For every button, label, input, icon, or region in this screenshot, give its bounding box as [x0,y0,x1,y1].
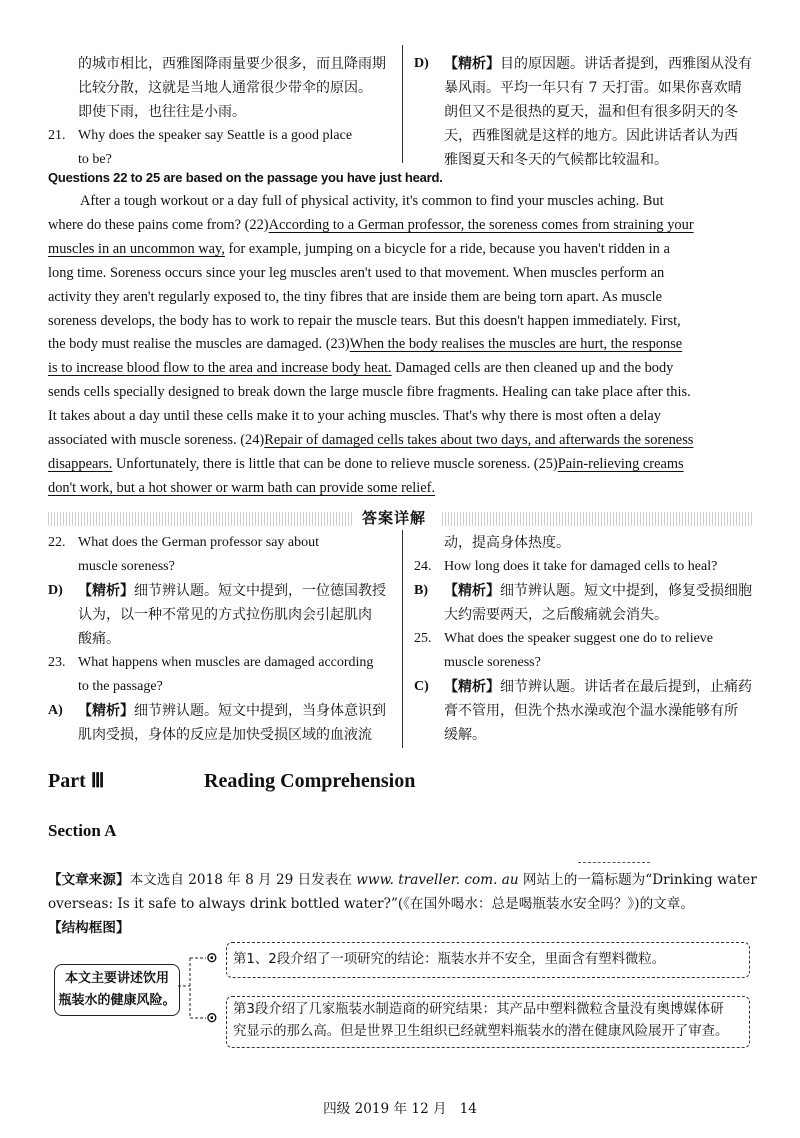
banner-pattern-right [442,512,754,526]
question-22-number: 22. [48,535,66,550]
text-line: 本文主要讲述饮用 [64,971,169,986]
passage-line: muscles in an uncommon way, for example, jumping on a bicycle for a ride, because you haven't ridden in a [48,240,670,257]
text-line: What does the speaker suggest one do to relieve [444,631,714,646]
text-line: What does the German professor say about [78,535,320,550]
text-line: 第3段介绍了几家瓶装水制造商的研究结果：其产品中塑料微粒含量没有奥博媒体研 [233,1002,724,1017]
passage-line: activity they aren't regularly exposed to, the tiny fibres that are inside them are being torn apart. As muscle [48,288,662,305]
answer-23-explanation-cont: 动，提高身体热度。 [444,535,570,551]
underlined-answer-24: Repair of damaged cells takes about two days, and afterwards the soreness [264,432,694,449]
page-footer: 四级 2019 年 12 月 14 [323,1101,477,1117]
text-line: 认为，以一种不常见的方式拉伤肌肉会引起肌肉 [78,607,372,623]
text-line: 【精析】细节辨认题。讲话者在最后提到，止痛药 [444,679,752,695]
text-line: 大约需要两天，之后酸痛就会消失。 [444,607,668,623]
text-line: 雅图夏天和冬天的气候都比较温和。 [444,152,668,168]
listening-passage [48,190,754,501]
text-line: 天，西雅图就是这样的地方。因此讲话者认为西 [444,128,738,144]
jingxi-tag: 【精析】 [444,679,500,695]
passage-line [48,477,754,501]
question-23-text [78,651,400,699]
framework-main-box [54,964,180,1016]
jingxi-tag: 【精析】 [444,583,500,599]
passage-line: sends cells specially designed to break down the large muscle fibre fragments. Healing can take place after this. [48,384,691,401]
question-24-text: How long does it take for damaged cells to heal? [444,559,718,574]
jingxi-tag: 【精析】 [444,56,500,72]
text-line: 究显示的那么高。但是世界卫生组织已经就塑料瓶装水的潜在健康风险展开了审查。 [233,1024,729,1039]
passage-line: It takes about a day until these cells make it to your aching muscles. That's why there is most often a delay [48,408,661,425]
question-23-number: 23. [48,655,66,670]
text-line: 朗但又不是很热的夏天，温和但有很多阴天的冬 [444,104,738,120]
answer-21-explanation [444,52,762,172]
answer-22-explanation [78,579,396,651]
column-divider-top [402,45,403,163]
answer-22-choice: D) [48,583,63,598]
answers-banner-title: 答案详解 [362,509,427,527]
article-source [48,868,758,916]
answer-24-choice: B) [414,583,428,598]
passage-line: After a tough workout or a day full of physical activity, it's common to find your muscles aching. But [80,193,664,209]
text-line: 即使下雨，也往往是小雨。 [78,104,246,120]
part-label: Part Ⅲ [48,770,105,792]
underlined-answer-22-cont: muscles in an uncommon way, [48,240,225,257]
text-line: 暴风雨。平均一年只有 7 天打雷。如果你喜欢晴 [444,80,742,96]
questions-heading: Questions 22 to 25 are based on the passage you have just heard. [48,170,443,185]
text-line: 【精析】目的原因题。讲话者提到，西雅图从没有 [444,56,752,72]
text-line: muscle soreness? [78,559,175,574]
answer-25-choice: C) [414,679,429,694]
part-numeral: Ⅲ [90,770,105,792]
underlined-answer-23: When the body realises the muscles are hurt, the response [349,336,683,353]
text-line: 酸痛。 [78,631,120,647]
text-line: to be? [78,152,112,167]
question-22-text [78,531,396,579]
text-line: overseas: Is it safe to always drink bottled water?”(《在国外喝水：总是喝瓶装水安全吗？》)的文章。 [48,896,694,912]
underlined-answer-23-cont: is to increase blood flow to the area and increase body heat. [48,360,392,377]
answer-21-choice: D) [414,56,429,71]
passage-line: disappears. Unfortunately, there is little that can be done to relieve muscle soreness. (25)Pain-relieving creams [48,455,684,472]
text-line: 【文章来源】本文选自 2018 年 8 月 29 日发表在 www. traveller. com. au 网站上的一篇标题为“Drinking water [48,872,757,888]
text-line: 的城市相比，西雅图降雨量要少很多，而且降雨期 [78,56,386,72]
framework-branch-1 [226,942,750,978]
underlined-answer-24-cont: disappears. [48,455,113,472]
underlined-answer-25: Pain-relieving creams [557,455,684,472]
text-line: What happens when muscles are damaged according [78,655,374,670]
column-divider-answers [402,530,403,748]
text-line: 【精析】细节辨认题。短文中提到，一位德国教授 [78,583,386,599]
text-line: 【精析】细节辨认题。短文中提到，修复受损细胞 [444,583,752,599]
text-line: 【精析】细节辨认题。短文中提到，当身体意识到 [78,703,386,719]
jingxi-tag: 【精析】 [78,583,134,599]
passage-line: soreness develops, the body has to work to repair the muscle tears. But this doesn't happen immediately. First, [48,312,681,329]
part-title: Reading Comprehension [204,770,416,792]
text-line: 瓶装水的健康风险。 [58,993,176,1008]
source-dash-mark [578,862,650,863]
source-tag: 【文章来源】 [48,872,130,888]
framework-tag: 【结构框图】 [48,920,130,936]
answer-25-explanation [444,675,762,747]
passage-line: the body must realise the muscles are damaged. (23)When the body realises the muscles are hurt, the response [48,336,683,353]
passage-line: associated with muscle soreness. (24)Repair of damaged cells takes about two days, and afterwards the soreness [48,432,694,449]
branch2-marker-icon: ⊙ [206,1010,218,1026]
branch-1-text: 第1、2段介绍了一项研究的结论：瓶装水并不安全，里面含有塑料微粒。 [233,952,666,967]
passage-line: long time. Soreness occurs since your leg muscles aren't used to that movement. When muscles perform an [48,264,665,281]
framework-branch-2 [226,996,750,1048]
text-line: to the passage? [78,679,163,694]
text-line: muscle soreness? [444,655,541,670]
text-line: 肌肉受损，身体的反应是加快受损区域的血液流 [78,727,372,743]
source-website: www. traveller. com. au [356,872,519,888]
answer-23-explanation [78,699,396,747]
passage-line: is to increase blood flow to the area and increase body heat. Damaged cells are then cleaned up and the body [48,360,674,377]
question-21-number: 21. [48,128,66,143]
question-25-number: 25. [414,631,432,646]
answer-24-explanation [444,579,762,627]
text-line: 缓解。 [444,727,486,743]
branch-2-text [233,999,728,1043]
section-heading: Section A [48,821,117,840]
top-left-text [78,52,396,124]
text-line: Why does the speaker say Seattle is a good place [78,128,353,143]
text-line: 膏不管用，但洗个热水澡或泡个温水澡能够有所 [444,703,738,719]
text-line: 比较分散，这就是当地人通常很少带伞的原因。 [78,80,372,96]
question-24-number: 24. [414,559,432,574]
jingxi-tag: 【精析】 [78,703,134,719]
banner-pattern-left [48,512,354,526]
underlined-answer-25-cont: don't work, but a hot shower or warm bath can provide some relief. [48,479,436,496]
branch1-marker-icon: ⊙ [206,950,218,966]
passage-line: where do these pains come from? (22)According to a German professor, the soreness comes from straining your [48,216,694,233]
underlined-answer-22: According to a German professor, the soreness comes from straining your [268,216,694,233]
question-21-text [78,124,398,172]
question-25-text [444,627,764,675]
answer-23-choice: A) [48,703,63,718]
